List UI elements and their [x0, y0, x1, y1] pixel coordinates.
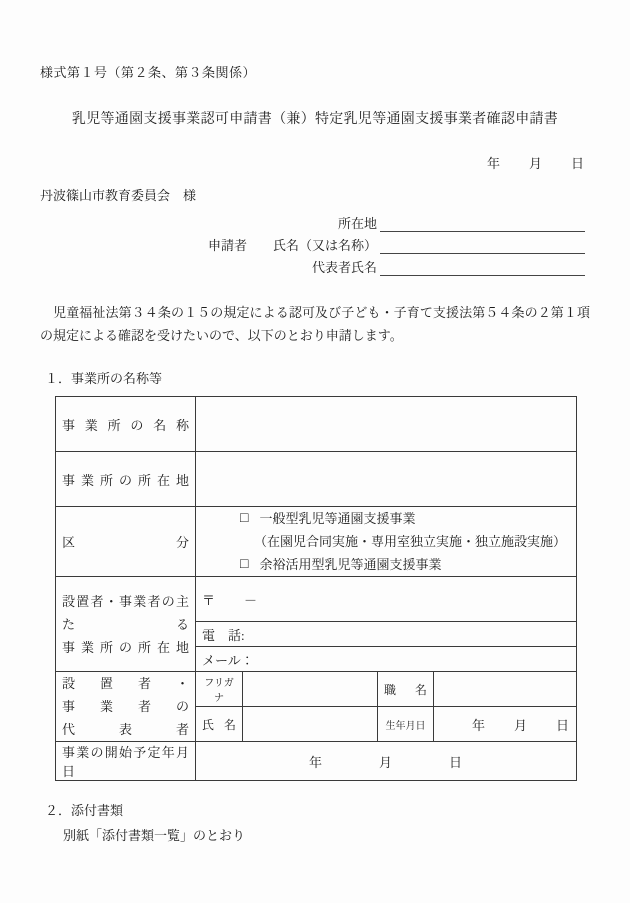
checkbox-icon: □: [240, 557, 249, 572]
hq-postal-row: [56, 577, 577, 622]
hq-email-cell: メール：: [196, 647, 577, 672]
hq-label-line2: 事業所の所在地: [62, 639, 189, 655]
office-name-value-cell: [196, 397, 577, 452]
applicant-name-row: [40, 232, 585, 254]
rep-furigana-row: [56, 672, 577, 707]
category-option-1-note: （在園児合同実施・専用室独立実施・独立施設実施）: [254, 534, 567, 549]
rep-birth-label-cell: 生年月日: [378, 707, 434, 742]
office-address-value-cell: [196, 452, 577, 507]
name-label: 氏名（又は名称）: [272, 238, 377, 253]
hq-postal-cell: 〒 －: [196, 577, 577, 622]
rep-name-label-cell: 氏名: [196, 707, 243, 742]
office-address-row: [56, 452, 577, 507]
section2-heading: ２．添付書類: [45, 803, 124, 818]
start-date-label-cell: 事業の開始予定年月日: [56, 742, 196, 781]
office-name-label-cell: 事業所の名称: [56, 397, 196, 452]
office-address-label-cell: 事業所の所在地: [56, 452, 196, 507]
hq-label-line1: 設置者・事業者の主たる: [62, 593, 189, 632]
category-option-1-label: 一般型乳児等通園支援事業: [259, 511, 416, 526]
applicant-block: [40, 210, 585, 276]
rep-name-value-cell: [243, 707, 378, 742]
category-label-cell: 区分: [56, 507, 196, 577]
rep-job-label-cell: 職名: [378, 672, 434, 707]
category-row: [56, 507, 577, 577]
category-option-1: [202, 507, 570, 530]
start-date-row: [56, 742, 577, 781]
applicant-address-row: [40, 210, 585, 232]
section1-heading: １．事業所の名称等: [45, 371, 163, 386]
checkbox-icon: □: [240, 511, 249, 526]
hq-phone-cell: 電 話:: [196, 622, 577, 647]
rep-furigana-label-cell: フリガナ: [196, 672, 243, 707]
rep-name-label: 代表者氏名: [311, 260, 377, 275]
address-label: 所在地: [337, 216, 377, 231]
applicant-rep-row: [40, 254, 585, 276]
address-fill-line: [380, 212, 585, 232]
rep-birth-value-cell: 年 月 日: [434, 707, 577, 742]
office-name-row: [56, 397, 577, 452]
addressee: 丹波篠山市教育委員会 様: [40, 188, 197, 203]
business-info-table: [55, 396, 577, 781]
body-paragraph: 児童福祉法第３４条の１５の規定による認可及び子ども・子育て支援法第５４条の２第１項の規定による確認を受けたいので、以下のとおり申請します。: [40, 305, 590, 343]
rep-label-cell: [56, 672, 196, 742]
applicant-label: 申請者: [207, 238, 247, 253]
category-option-2-label: 余裕活用型乳児等通園支援事業: [259, 557, 442, 572]
category-value-cell: [196, 507, 577, 577]
category-option-2: [202, 553, 570, 576]
rep-label-line3: 代表者: [62, 722, 189, 737]
hq-label-cell: [56, 577, 196, 672]
rep-job-value-cell: [434, 672, 577, 707]
rep-label-line1: 設置者・: [62, 676, 189, 691]
name-fill-line: [380, 234, 585, 254]
date-line: 年 月 日: [486, 156, 585, 171]
form-number: 様式第１号（第２条、第３条関係）: [40, 65, 257, 80]
start-date-value-cell: 年 月 日: [196, 742, 577, 781]
section2-body: 別紙「添付書類一覧」のとおり: [63, 828, 246, 843]
document-title: 乳児等通園支援事業認可申請書（兼）特定乳児等通園支援事業者確認申請書: [71, 112, 559, 127]
rep-furigana-value-cell: [243, 672, 378, 707]
rep-label-line2: 事業者の: [62, 699, 189, 714]
rep-name-fill-line: [380, 256, 585, 276]
